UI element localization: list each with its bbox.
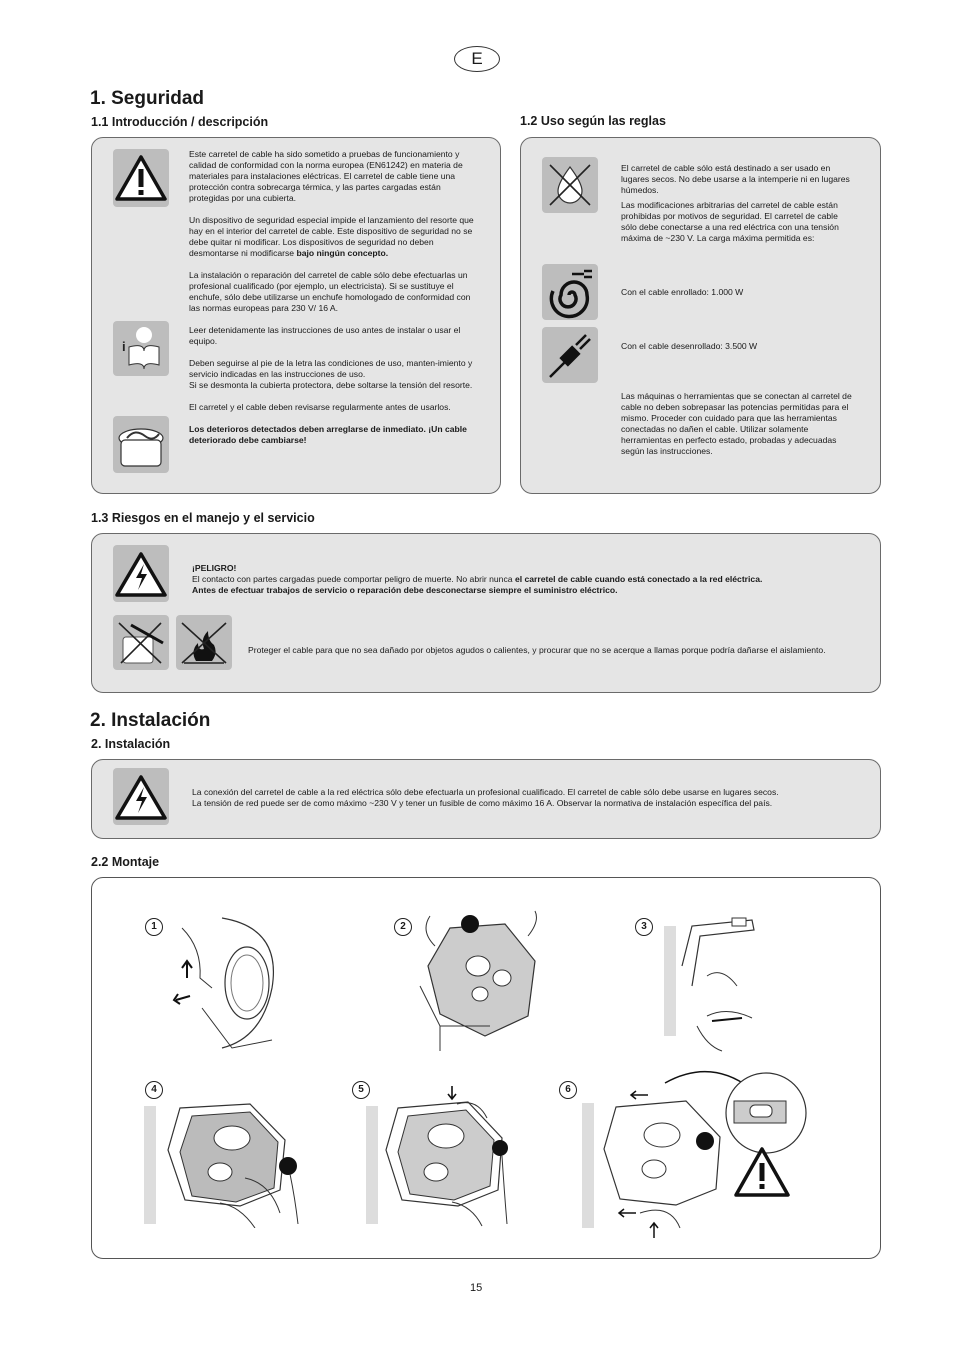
danger-text [192, 563, 862, 596]
mounting-panel [91, 877, 881, 1259]
intro-paragraph-bold: Los deterioros detectados deben arreglarse de inmediato. ¡Un cable deteriorado debe cambiarse! [189, 424, 467, 445]
installation-subheading: 2. Instalación [91, 737, 171, 751]
step-number: 5 [352, 1081, 370, 1099]
intro-paragraph [189, 215, 483, 259]
intro-paragraph: Si se desmonta la cubierta protectora, debe soltarse la tensión del resorte. [189, 380, 473, 390]
intro-paragraph: Leer detenidamente las instrucciones de uso antes de instalar o usar el equipo. [189, 325, 461, 346]
intro-paragraph: La instalación o reparación del carretel de cable sólo debe efectuarlas un profesional cualificado (por ejemplo, un electricista). Si se sustituye el enchufe, sólo debe utilizarse un enchufe homologado de conformidad con las normas europeas para 230 V/ 16 A. [189, 270, 471, 313]
risks-panel [91, 533, 881, 693]
no-fire-icon [176, 615, 232, 670]
intro-paragraph: Deben seguirse al pie de la letra las condiciones de uso, manten-imiento y servicio indicadas en las instrucciones de uso. [189, 358, 473, 379]
language-badge: E [454, 46, 500, 72]
step-3-illustration [652, 906, 792, 1056]
inspect-reel-icon [113, 416, 169, 473]
use-rolled-load: Con el cable enrollado: 1.000 W [621, 287, 744, 297]
installation-line: La conexión del carretel de cable a la red eléctrica sólo debe efectuarla un profesional cualificado. El carretel de cable sólo debe usarse en lugares secos. [192, 787, 779, 797]
installation-text [192, 787, 868, 809]
step-number: 4 [145, 1081, 163, 1099]
rolled-cable-icon [542, 264, 598, 320]
read-manual-icon [113, 321, 169, 376]
step-6-illustration [570, 1063, 815, 1243]
installation-panel [91, 759, 881, 839]
step-5-illustration [362, 1078, 522, 1228]
step-1-illustration [162, 908, 302, 1058]
use-panel [520, 137, 881, 494]
mounting-heading: 2.2 Montaje [91, 855, 160, 869]
installation-line: La tensión de red puede ser de como máximo ~230 V y tener un fusible de como máximo 16 A. Observar la normativa de instalación específica del país. [192, 798, 773, 808]
intro-text-bold: bajo ningún concepto. [296, 248, 389, 258]
intro-heading: 1.1 Introducción / descripción [91, 115, 269, 129]
step-number: 3 [635, 918, 653, 936]
step-4-illustration [140, 1078, 315, 1228]
intro-text [189, 149, 483, 457]
section-1-title: 1. Seguridad [90, 88, 205, 109]
svg-text:i: i [122, 339, 126, 354]
use-paragraph: Las modificaciones arbitrarias del carretel de cable están prohibidas por motivos de seguridad. El carretel de cable sólo debe conectarse a una red eléctrica con una tensión máxima de ~230 V. La carga máxima permitida es: [621, 200, 839, 243]
protect-text: Proteger el cable para que no sea dañado por objetos agudos o calientes, y procurar que no se acerque a llamas porque podría dañarse el aislamiento. [248, 645, 826, 655]
electric-shock-icon [113, 545, 169, 602]
use-unrolled-load: Con el cable desenrollado: 3.500 W [621, 341, 758, 351]
step-2-illustration [410, 906, 550, 1056]
intro-paragraph: El carretel y el cable deben revisarse regularmente antes de usarlos. [189, 402, 451, 412]
use-paragraph: El carretel de cable sólo está destinado a ser usado en lugares secos. No debe usarse a la intemperie ni en lugares húmedos. [621, 163, 850, 195]
electric-shock-icon [113, 768, 169, 825]
warning-triangle-icon [113, 149, 169, 207]
step-number: 2 [394, 918, 412, 936]
danger-label: ¡PELIGRO! [192, 563, 237, 573]
no-water-icon [542, 157, 598, 213]
intro-panel [91, 137, 501, 494]
use-text-bottom: Las máquinas o herramientas que se conectan al carretel de cable no deben sobrepasar las potencias permitidas para el mismo. Proceder con cuidado para que las herramientas conectadas no dañen el cable. Utilizar solamente herramientas en perfecto estado, probadas y adecuadas según las instrucciones. [621, 391, 852, 456]
use-text-top [621, 163, 855, 255]
intro-text-run: Un dispositivo de seguridad especial impide el lanzamiento del resorte que hay en el interior del carretel de cable. Este dispositivo de seguridad no se debe quitar ni modificar. Los dispositivos de seguridad no deben desmontarse ni modificarse [189, 215, 474, 258]
danger-line [192, 574, 862, 585]
step-number: 6 [559, 1081, 577, 1099]
section-2-title: 2. Instalación [90, 710, 211, 731]
intro-paragraph: Este carretel de cable ha sido sometido a pruebas de funcionamiento y calidad de conformidad con la norma europea (EN61242) en materia de materiales para instalaciones eléctricas. El carretel de cable tiene una protección contra sobrecarga térmica, y las partes cargadas están protegidas por una cubierta. [189, 149, 463, 203]
plug-icon [542, 327, 598, 383]
page-number: 15 [470, 1282, 483, 1294]
risks-heading: 1.3 Riesgos en el manejo y el servicio [91, 511, 315, 525]
step-number: 1 [145, 918, 163, 936]
no-sharp-objects-icon [113, 615, 169, 670]
danger-text-bold: el carretel de cable cuando está conectado a la red eléctrica. [514, 574, 763, 584]
use-heading: 1.2 Uso según las reglas [520, 114, 666, 128]
danger-text-run: El contacto con partes cargadas puede comportar peligro de muerte. No abrir nunca [192, 574, 515, 584]
danger-line-bold: Antes de efectuar trabajos de servicio o reparación debe desconectarse siempre el suministro eléctrico. [192, 585, 618, 595]
